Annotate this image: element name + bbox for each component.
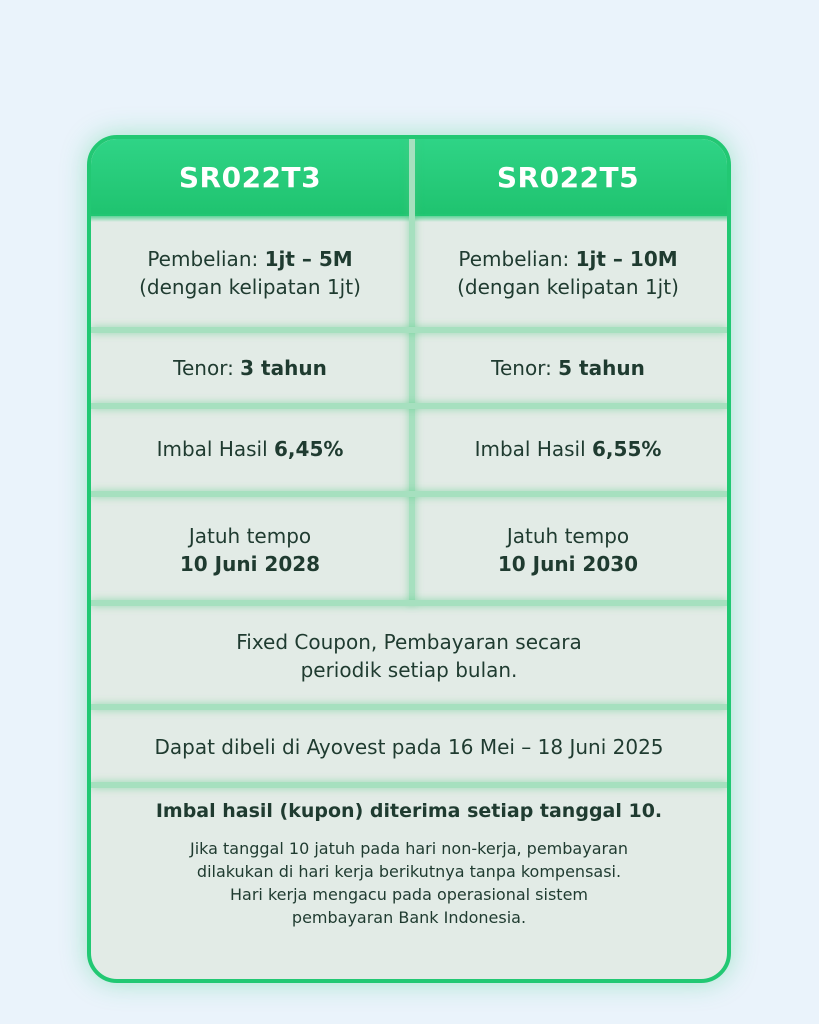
- coupon-line-1: Fixed Coupon, Pembayaran secara: [236, 630, 582, 654]
- row-jatuh-tempo: [91, 497, 727, 603]
- imbal-value: 6,55%: [592, 437, 662, 461]
- coupon-line-2: periodik setiap bulan.: [300, 658, 518, 682]
- row-pembelian: [91, 216, 727, 329]
- pembelian-label: Pembelian:: [458, 246, 576, 271]
- cell-imbal-t5: [409, 409, 727, 489]
- jatuh-value: 10 Juni 2030: [497, 552, 639, 576]
- header-sr022t3: SR022T3: [178, 161, 322, 194]
- kelipatan-text: (dengan kelipatan 1jt): [139, 274, 361, 299]
- availability-text: Dapat dibeli di Ayovest pada 16 Mei – 18 Juni 2025: [154, 735, 664, 759]
- jatuh-label: Jatuh tempo: [188, 524, 312, 548]
- bond-comparison-card: [87, 135, 731, 983]
- note-line-1: Jika tanggal 10 jatuh pada hari non-kerja, pembayaran: [189, 839, 629, 858]
- pembelian-label: Pembelian:: [147, 246, 265, 271]
- cell-jatuh-t3: [91, 497, 409, 603]
- tenor-label: Tenor:: [491, 356, 559, 380]
- imbal-value: 6,45%: [274, 437, 344, 461]
- row-imbal-hasil: [91, 409, 727, 489]
- cell-jatuh-t5: [409, 497, 727, 603]
- row-note: [91, 788, 727, 938]
- tenor-value: 3 tahun: [240, 356, 327, 380]
- header-sr022t5: SR022T5: [496, 161, 640, 194]
- imbal-label: Imbal Hasil: [474, 437, 593, 461]
- note-line-3: Hari kerja mengacu pada operasional sistem: [230, 885, 588, 904]
- cell-tenor-t5: [409, 333, 727, 403]
- row-tenor: [91, 333, 727, 403]
- jatuh-label: Jatuh tempo: [506, 524, 630, 548]
- note-title: Imbal hasil (kupon) diterima setiap tanggal 10.: [155, 800, 663, 822]
- kelipatan-text: (dengan kelipatan 1jt): [457, 274, 679, 299]
- jatuh-value: 10 Juni 2028: [179, 552, 321, 576]
- cell-imbal-t3: [91, 409, 409, 489]
- note-line-4: pembayaran Bank Indonesia.: [291, 908, 527, 927]
- cell-pembelian-t3: [91, 216, 409, 329]
- cell-tenor-t3: [91, 333, 409, 403]
- row-coupon: [91, 606, 727, 706]
- row-availability: [91, 710, 727, 784]
- cell-pembelian-t5: [409, 216, 727, 329]
- pembelian-value: 1jt – 5M: [264, 246, 353, 271]
- imbal-label: Imbal Hasil: [156, 437, 275, 461]
- note-line-2: dilakukan di hari kerja berikutnya tanpa kompensasi.: [196, 862, 622, 881]
- pembelian-value: 1jt – 10M: [575, 246, 678, 271]
- tenor-label: Tenor:: [173, 356, 241, 380]
- tenor-value: 5 tahun: [558, 356, 645, 380]
